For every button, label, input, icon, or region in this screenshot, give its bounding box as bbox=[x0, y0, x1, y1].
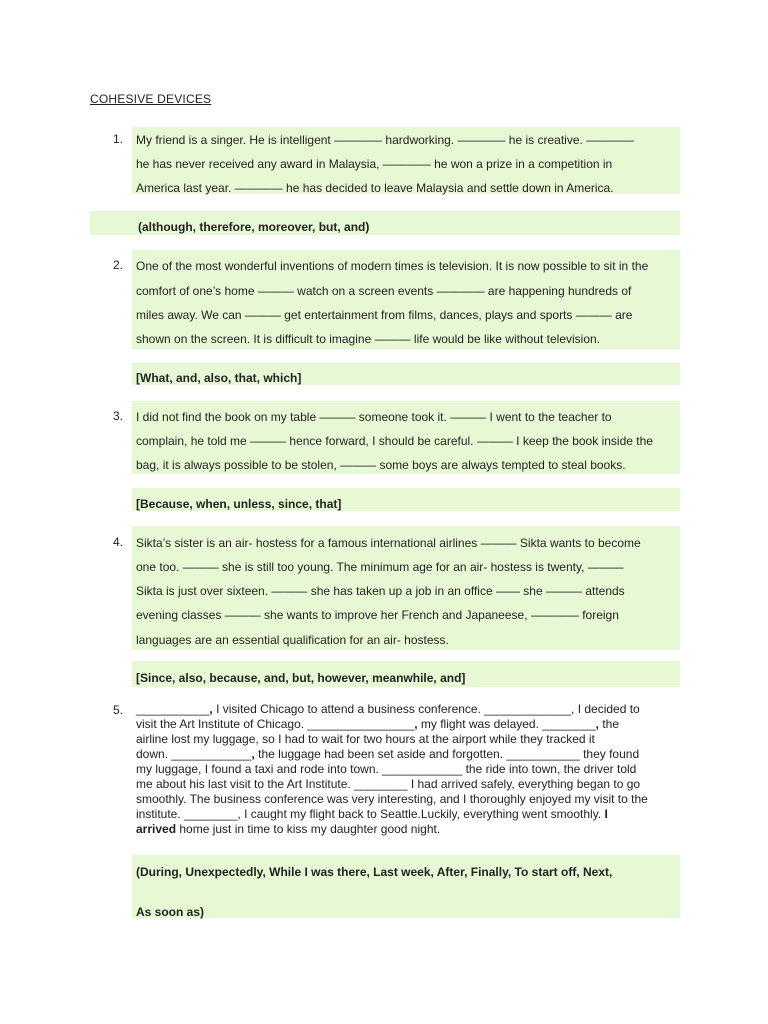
q5-line: ___________, I visited Chicago to attend a business conference. _____________, I decided to bbox=[136, 702, 640, 716]
q1-line: America last year. ———— he has decided to leave Malaysia and settle down in America. bbox=[136, 181, 614, 195]
q5-line: smoothly. The business conference was very interesting, and I thoroughly enjoyed my visit to the bbox=[136, 792, 648, 806]
q4-word-options: [Since, also, because, and, but, however, meanwhile, and] bbox=[136, 671, 466, 685]
q1-number: 1. bbox=[113, 132, 124, 146]
q2-number: 2. bbox=[113, 258, 124, 272]
q5-line: arrived home just in time to kiss my daughter good night. bbox=[136, 822, 441, 836]
q5-line: me about his last visit to the Art Institute. ________ I had arrived safely, everything began to go bbox=[136, 777, 641, 791]
q4-line: languages are an essential qualification for an air- hostess. bbox=[136, 633, 449, 647]
q5-word-options-line: (During, Unexpectedly, While I was there, Last week, After, Finally, To start off, Next, bbox=[136, 865, 613, 879]
q5-word-options-line: As soon as) bbox=[136, 905, 205, 919]
q3-line: bag, it is always possible to be stolen, ——— some boys are always tempted to steal books. bbox=[136, 458, 626, 472]
q4-line: Sikta’s sister is an air- hostess for a famous international airlines ——— Sikta wants to become bbox=[136, 536, 641, 550]
q2-word-options: [What, and, also, that, which] bbox=[136, 371, 302, 385]
q5-line: airline lost my luggage, so I had to wait for two hours at the airport while they tracked it bbox=[136, 732, 595, 746]
q2-line: One of the most wonderful inventions of modern times is television. It is now possible to sit in the bbox=[136, 259, 649, 273]
q4-number: 4. bbox=[113, 535, 124, 549]
q5-line: my luggage, I found a taxi and rode into town. ____________ the ride into town, the driver told bbox=[136, 762, 637, 776]
page-title: COHESIVE DEVICES bbox=[90, 92, 212, 106]
q3-number: 3. bbox=[113, 409, 124, 423]
q5-line: visit the Art Institute of Chicago. ________________, my flight was delayed. ________, the bbox=[136, 717, 620, 731]
q2-line: miles away. We can ——— get entertainment from films, dances, plays and sports ——— are bbox=[136, 308, 633, 322]
q1-line: he has never received any award in Malaysia, ———— he won a prize in a competition in bbox=[136, 157, 613, 171]
q1-line: My friend is a singer. He is intelligent ———— hardworking. ———— he is creative. ———— bbox=[136, 133, 635, 147]
q1-word-options: (although, therefore, moreover, but, and) bbox=[138, 220, 370, 234]
q5-line: institute. ________, I caught my flight back to Seattle.Luckily, everything went smoothly. I bbox=[136, 807, 608, 821]
q3-line: complain, he told me ——— hence forward, I should be careful. ——— I keep the book inside the bbox=[136, 434, 653, 448]
q5-number: 5. bbox=[113, 703, 124, 717]
q3-line: I did not find the book on my table ——— someone took it. ——— I went to the teacher to bbox=[136, 410, 612, 424]
q2-line: comfort of one’s home ——— watch on a screen events ———— are happening hundreds of bbox=[136, 284, 632, 298]
q4-line: one too. ——— she is still too young. The minimum age for an air- hostess is twenty, ——— bbox=[136, 560, 624, 574]
q4-line: evening classes ——— she wants to improve her French and Japaneese, ———— foreign bbox=[136, 608, 619, 622]
q5-line: down. ____________, the luggage had been set aside and forgotten. ___________ they found bbox=[136, 747, 640, 761]
q4-line: Sikta is just over sixteen. ——— she has taken up a job in an office —— she ——— attends bbox=[136, 584, 625, 598]
q3-word-options: [Because, when, unless, since, that] bbox=[136, 497, 342, 511]
q5-paragraph bbox=[136, 702, 676, 837]
q2-line: shown on the screen. It is difficult to imagine ——— life would be like without television. bbox=[136, 332, 601, 346]
